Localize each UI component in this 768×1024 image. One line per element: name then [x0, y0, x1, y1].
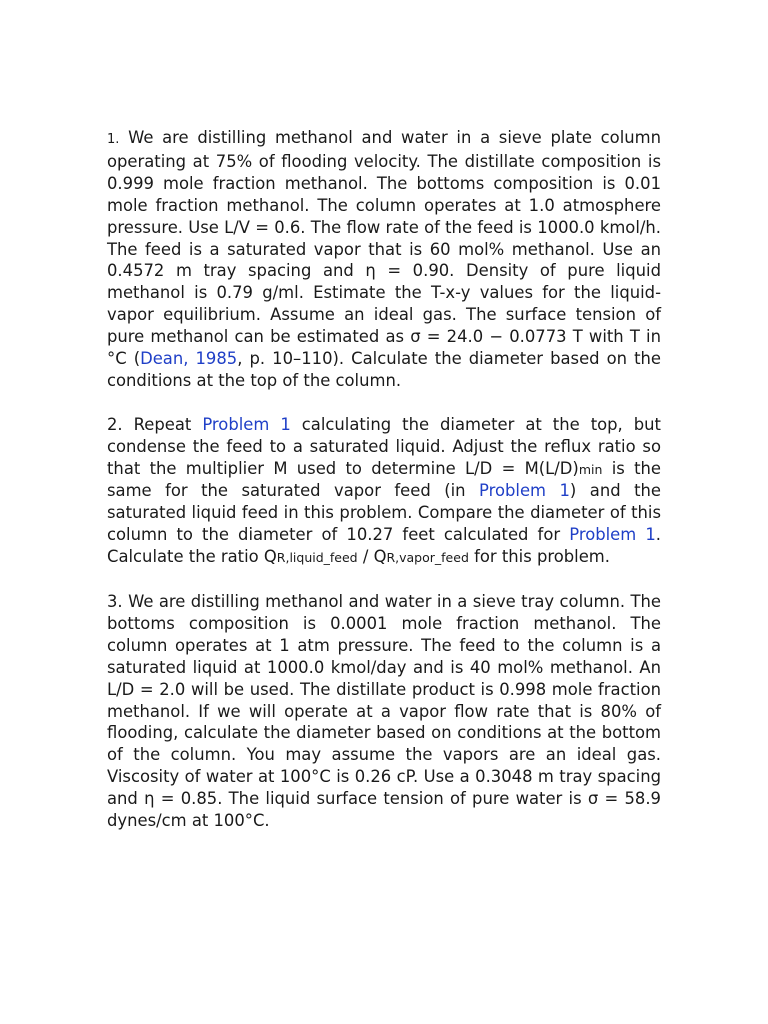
- problem-2-text-e: . Calculate the ratio Q: [107, 525, 661, 567]
- problem-2-text-c: is the same for the saturated vapor feed (in: [107, 458, 661, 501]
- subscript-min: min: [578, 461, 603, 477]
- problem-2-number: 2.: [107, 414, 123, 434]
- problem-2-text-g: for this problem.: [468, 547, 610, 567]
- subscript-liquid-feed: R,liquid_feed: [276, 550, 358, 566]
- problem-1-number: 1.: [107, 132, 120, 147]
- problem-1-link-a[interactable]: Problem 1: [202, 414, 291, 434]
- problem-2-text-b: calculating the diameter at the top, but condense the feed to a saturated liquid. Adjust the reflux ratio so that the multiplier M used to determine L/D = M(L/D): [107, 414, 661, 478]
- problem-1-text-a: We are distilling methanol and water in a sieve plate column operating at 75% of flooding velocity. The distillate composition is 0.999 mole fraction methanol. The bottoms composition is 0.01 mole fraction methanol. The column operates at 1.0 atmosphere pressure. Use L/V = 0.6. The flow rate of the feed is 1000.0 kmol/h. The feed is a saturated vapor that is 60 mol% methanol. Use an 0.4572 m tray spacing and η = 0.90. Density of pure liquid methanol is 0.79 g/ml. Estimate the T-x-y values for the liquid-vapor equilibrium. Assume an ideal gas. The surface tension of pure methanol can be estimated as σ = 24.0 − 0.0773 T with T in °C (: [107, 128, 661, 369]
- document-page: [107, 127, 661, 854]
- problem-1-link-c[interactable]: Problem 1: [569, 525, 656, 545]
- problem-1: [107, 127, 661, 392]
- subscript-vapor-feed: R,vapor_feed: [386, 550, 469, 566]
- problem-2-text-a: Repeat: [122, 414, 203, 434]
- problem-2: [107, 414, 661, 569]
- problem-1-text-b: , p. 10–110). Calculate the diameter based on the conditions at the top of the column.: [107, 349, 661, 390]
- dean-1985-link[interactable]: Dean, 1985: [140, 349, 238, 369]
- problem-3-number: 3.: [107, 592, 123, 611]
- problem-1-link-b[interactable]: Problem 1: [479, 481, 570, 501]
- problem-3-text-a: We are distilling methanol and water in a sieve tray column. The bottoms composition is 0.0001 mole fraction methanol. The column operates at 1 atm pressure. The feed to the column is a saturated liquid at 1000.0 kmol/day and is 40 mol% methanol. An L/D = 2.0 will be used. The distillate product is 0.998 mole fraction methanol. If we will operate at a vapor flow rate that is 80% of flooding, calculate the diameter based on conditions at the bottom of the column. You may assume the vapors are an ideal gas. Viscosity of water at 100°C is 0.26 cP. Use a 0.3048 m tray spacing and η = 0.85. The liquid surface tension of pure water is σ = 58.9 dynes/cm at 100°C.: [107, 592, 661, 831]
- problem-2-text-d: ) and the saturated liquid feed in this problem. Compare the diameter of this column to the diameter of 10.27 feet calculated for: [107, 481, 661, 545]
- problem-2-text-f: / Q: [357, 547, 387, 567]
- problem-3: [107, 591, 661, 832]
